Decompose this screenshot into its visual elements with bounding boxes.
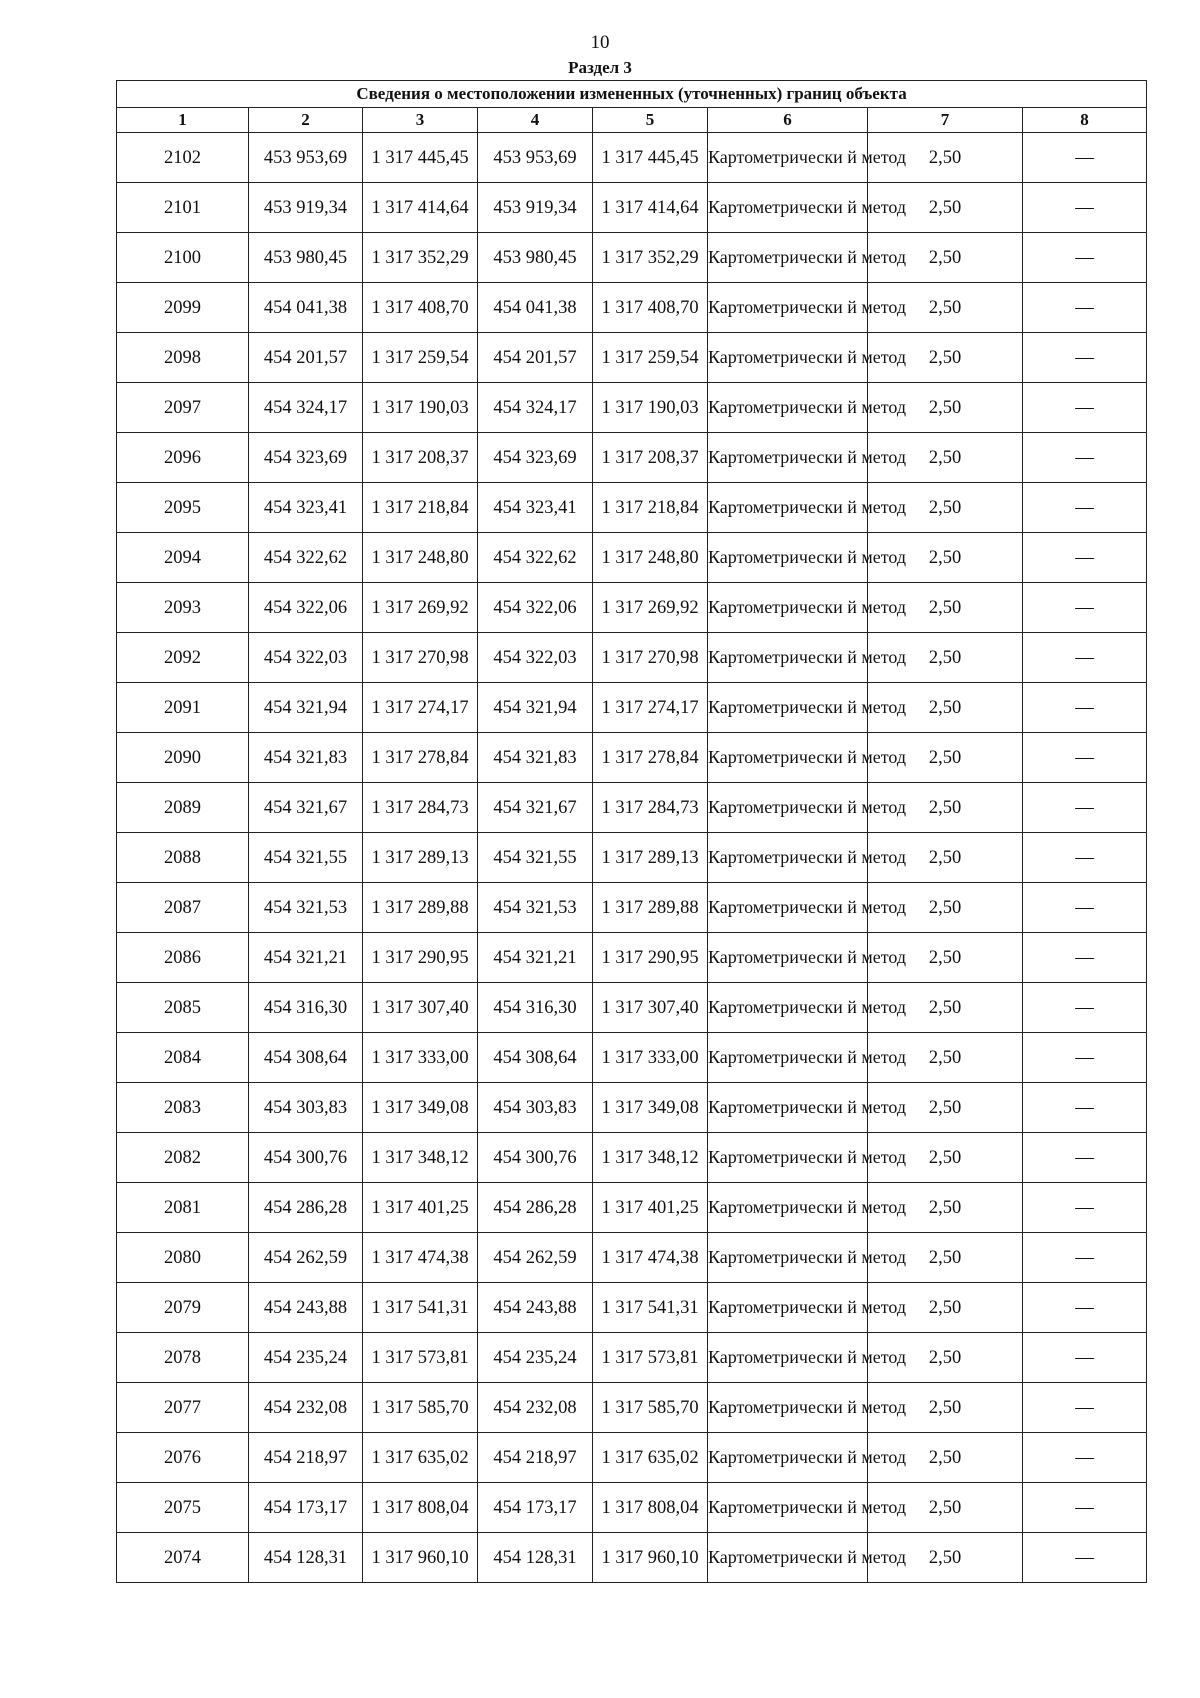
column-header-row [117,108,1147,133]
cell-y-new: 1 317 284,73 [593,783,708,833]
cell-x-existing: 454 235,24 [249,1333,363,1383]
cell-method: Картометрически й метод [708,133,868,183]
cell-y-new: 1 317 573,81 [593,1333,708,1383]
cell-y-existing: 1 317 541,31 [363,1283,478,1333]
cell-description: — [1023,933,1147,983]
table-caption: Сведения о местоположении измененных (уточненных) границ объекта [117,81,1147,108]
cell-accuracy: 2,50 [868,533,1023,583]
cell-y-existing: 1 317 289,13 [363,833,478,883]
cell-x-existing: 454 128,31 [249,1533,363,1583]
cell-y-existing: 1 317 474,38 [363,1233,478,1283]
cell-description: — [1023,633,1147,683]
table-row [117,633,1147,683]
cell-y-new: 1 317 289,88 [593,883,708,933]
cell-point-number: 2091 [117,683,249,733]
cell-accuracy: 2,50 [868,583,1023,633]
cell-description: — [1023,1033,1147,1083]
column-header: 2 [249,108,363,133]
cell-point-number: 2081 [117,1183,249,1233]
cell-x-existing: 454 286,28 [249,1183,363,1233]
cell-method: Картометрически й метод [708,1283,868,1333]
cell-method: Картометрически й метод [708,583,868,633]
cell-method: Картометрически й метод [708,183,868,233]
table-row [117,1133,1147,1183]
cell-x-existing: 454 323,69 [249,433,363,483]
cell-y-existing: 1 317 269,92 [363,583,478,633]
cell-point-number: 2096 [117,433,249,483]
cell-x-new: 454 322,03 [478,633,593,683]
cell-accuracy: 2,50 [868,133,1023,183]
table-row [117,433,1147,483]
cell-point-number: 2087 [117,883,249,933]
table-row [117,533,1147,583]
cell-x-existing: 453 953,69 [249,133,363,183]
cell-accuracy: 2,50 [868,1083,1023,1133]
cell-accuracy: 2,50 [868,633,1023,683]
table-row [117,333,1147,383]
cell-point-number: 2095 [117,483,249,533]
cell-y-new: 1 317 290,95 [593,933,708,983]
cell-x-new: 454 321,67 [478,783,593,833]
table-row [117,733,1147,783]
cell-description: — [1023,883,1147,933]
cell-method: Картометрически й метод [708,483,868,533]
table-row [117,983,1147,1033]
cell-x-existing: 454 322,62 [249,533,363,583]
cell-method: Картометрически й метод [708,433,868,483]
table-row [117,833,1147,883]
cell-method: Картометрически й метод [708,333,868,383]
cell-description: — [1023,283,1147,333]
cell-point-number: 2079 [117,1283,249,1333]
cell-accuracy: 2,50 [868,783,1023,833]
cell-x-new: 454 128,31 [478,1533,593,1583]
cell-description: — [1023,1183,1147,1233]
cell-y-existing: 1 317 348,12 [363,1133,478,1183]
table-row [117,783,1147,833]
cell-y-new: 1 317 269,92 [593,583,708,633]
cell-y-new: 1 317 474,38 [593,1233,708,1283]
cell-x-existing: 454 322,06 [249,583,363,633]
table-row [117,1433,1147,1483]
cell-y-new: 1 317 635,02 [593,1433,708,1483]
cell-x-new: 454 300,76 [478,1133,593,1183]
coordinates-table [116,80,1147,1583]
cell-point-number: 2084 [117,1033,249,1083]
table-row [117,233,1147,283]
cell-x-new: 453 919,34 [478,183,593,233]
cell-x-existing: 454 316,30 [249,983,363,1033]
cell-y-new: 1 317 414,64 [593,183,708,233]
cell-x-existing: 454 303,83 [249,1083,363,1133]
cell-accuracy: 2,50 [868,233,1023,283]
cell-y-existing: 1 317 274,17 [363,683,478,733]
cell-x-existing: 454 300,76 [249,1133,363,1183]
cell-accuracy: 2,50 [868,483,1023,533]
cell-accuracy: 2,50 [868,1533,1023,1583]
cell-x-existing: 454 041,38 [249,283,363,333]
cell-y-existing: 1 317 278,84 [363,733,478,783]
cell-method: Картометрически й метод [708,883,868,933]
cell-method: Картометрически й метод [708,983,868,1033]
column-header: 1 [117,108,249,133]
cell-point-number: 2089 [117,783,249,833]
cell-accuracy: 2,50 [868,1133,1023,1183]
cell-description: — [1023,483,1147,533]
cell-y-new: 1 317 270,98 [593,633,708,683]
cell-description: — [1023,1233,1147,1283]
cell-method: Картометрически й метод [708,1133,868,1183]
cell-accuracy: 2,50 [868,683,1023,733]
table-row [117,1483,1147,1533]
cell-x-new: 454 041,38 [478,283,593,333]
cell-accuracy: 2,50 [868,1283,1023,1333]
cell-y-existing: 1 317 307,40 [363,983,478,1033]
cell-accuracy: 2,50 [868,1383,1023,1433]
cell-point-number: 2101 [117,183,249,233]
cell-accuracy: 2,50 [868,1033,1023,1083]
table-row [117,1383,1147,1433]
cell-x-existing: 454 321,67 [249,783,363,833]
cell-y-existing: 1 317 284,73 [363,783,478,833]
cell-y-existing: 1 317 290,95 [363,933,478,983]
cell-method: Картометрически й метод [708,383,868,433]
cell-y-existing: 1 317 270,98 [363,633,478,683]
cell-point-number: 2088 [117,833,249,883]
cell-y-new: 1 317 445,45 [593,133,708,183]
cell-x-existing: 454 308,64 [249,1033,363,1083]
table-body [117,133,1147,1583]
cell-x-new: 454 235,24 [478,1333,593,1383]
cell-x-existing: 453 980,45 [249,233,363,283]
cell-y-new: 1 317 333,00 [593,1033,708,1083]
cell-point-number: 2092 [117,633,249,683]
cell-method: Картометрически й метод [708,1533,868,1583]
cell-x-new: 454 232,08 [478,1383,593,1433]
cell-accuracy: 2,50 [868,333,1023,383]
cell-x-new: 454 324,17 [478,383,593,433]
cell-y-new: 1 317 352,29 [593,233,708,283]
table-row [117,1233,1147,1283]
cell-accuracy: 2,50 [868,433,1023,483]
cell-point-number: 2094 [117,533,249,583]
cell-method: Картометрически й метод [708,683,868,733]
cell-description: — [1023,1533,1147,1583]
cell-description: — [1023,1133,1147,1183]
cell-x-new: 454 243,88 [478,1283,593,1333]
cell-y-existing: 1 317 573,81 [363,1333,478,1383]
table-row [117,1283,1147,1333]
cell-description: — [1023,783,1147,833]
cell-x-existing: 454 324,17 [249,383,363,433]
cell-description: — [1023,233,1147,283]
cell-method: Картометрически й метод [708,1233,868,1283]
cell-x-existing: 454 243,88 [249,1283,363,1333]
cell-x-new: 454 321,53 [478,883,593,933]
column-header: 7 [868,108,1023,133]
cell-y-new: 1 317 248,80 [593,533,708,583]
cell-y-existing: 1 317 960,10 [363,1533,478,1583]
cell-x-existing: 453 919,34 [249,183,363,233]
cell-accuracy: 2,50 [868,933,1023,983]
cell-description: — [1023,833,1147,883]
cell-accuracy: 2,50 [868,733,1023,783]
cell-point-number: 2078 [117,1333,249,1383]
cell-y-new: 1 317 348,12 [593,1133,708,1183]
column-header: 4 [478,108,593,133]
cell-y-new: 1 317 307,40 [593,983,708,1033]
cell-method: Картометрически й метод [708,1333,868,1383]
cell-description: — [1023,1383,1147,1433]
cell-x-existing: 454 321,55 [249,833,363,883]
cell-y-existing: 1 317 349,08 [363,1083,478,1133]
cell-point-number: 2077 [117,1383,249,1433]
cell-y-new: 1 317 289,13 [593,833,708,883]
cell-x-new: 454 173,17 [478,1483,593,1533]
cell-x-new: 454 286,28 [478,1183,593,1233]
cell-x-new: 454 322,62 [478,533,593,583]
cell-x-existing: 454 322,03 [249,633,363,683]
cell-y-new: 1 317 960,10 [593,1533,708,1583]
cell-accuracy: 2,50 [868,1183,1023,1233]
cell-method: Картометрически й метод [708,783,868,833]
cell-y-existing: 1 317 808,04 [363,1483,478,1533]
cell-y-new: 1 317 274,17 [593,683,708,733]
cell-method: Картометрически й метод [708,233,868,283]
cell-method: Картометрически й метод [708,1433,868,1483]
cell-y-new: 1 317 585,70 [593,1383,708,1433]
cell-y-existing: 1 317 289,88 [363,883,478,933]
cell-x-new: 454 321,55 [478,833,593,883]
cell-y-new: 1 317 218,84 [593,483,708,533]
cell-accuracy: 2,50 [868,383,1023,433]
cell-description: — [1023,1283,1147,1333]
cell-x-existing: 454 321,83 [249,733,363,783]
cell-x-existing: 454 173,17 [249,1483,363,1533]
cell-point-number: 2100 [117,233,249,283]
cell-y-new: 1 317 259,54 [593,333,708,383]
cell-x-existing: 454 262,59 [249,1233,363,1283]
cell-point-number: 2086 [117,933,249,983]
cell-method: Картометрически й метод [708,1383,868,1433]
section-title: Раздел 3 [568,58,632,77]
cell-method: Картометрически й метод [708,633,868,683]
cell-description: — [1023,1083,1147,1133]
cell-y-new: 1 317 401,25 [593,1183,708,1233]
table-row [117,1033,1147,1083]
cell-x-new: 454 321,21 [478,933,593,983]
cell-y-new: 1 317 541,31 [593,1283,708,1333]
cell-point-number: 2093 [117,583,249,633]
cell-y-new: 1 317 808,04 [593,1483,708,1533]
cell-y-existing: 1 317 585,70 [363,1383,478,1433]
cell-y-new: 1 317 408,70 [593,283,708,333]
cell-method: Картометрически й метод [708,933,868,983]
cell-y-existing: 1 317 208,37 [363,433,478,483]
cell-method: Картометрически й метод [708,1083,868,1133]
cell-point-number: 2080 [117,1233,249,1283]
cell-y-existing: 1 317 248,80 [363,533,478,583]
cell-point-number: 2097 [117,383,249,433]
cell-x-existing: 454 323,41 [249,483,363,533]
cell-point-number: 2075 [117,1483,249,1533]
cell-accuracy: 2,50 [868,1333,1023,1383]
cell-x-new: 454 262,59 [478,1233,593,1283]
cell-description: — [1023,533,1147,583]
cell-x-new: 453 980,45 [478,233,593,283]
table-row [117,583,1147,633]
cell-x-new: 454 308,64 [478,1033,593,1083]
cell-y-existing: 1 317 635,02 [363,1433,478,1483]
cell-x-existing: 454 321,21 [249,933,363,983]
cell-x-new: 454 323,41 [478,483,593,533]
cell-x-new: 454 323,69 [478,433,593,483]
cell-y-new: 1 317 278,84 [593,733,708,783]
cell-accuracy: 2,50 [868,883,1023,933]
cell-x-existing: 454 218,97 [249,1433,363,1483]
cell-accuracy: 2,50 [868,183,1023,233]
cell-accuracy: 2,50 [868,1483,1023,1533]
column-header: 6 [708,108,868,133]
cell-description: — [1023,133,1147,183]
cell-method: Картометрически й метод [708,1033,868,1083]
table-row [117,383,1147,433]
table-row [117,1333,1147,1383]
cell-description: — [1023,183,1147,233]
cell-description: — [1023,1483,1147,1533]
cell-y-new: 1 317 349,08 [593,1083,708,1133]
table-row [117,933,1147,983]
cell-y-existing: 1 317 259,54 [363,333,478,383]
table-row [117,483,1147,533]
cell-point-number: 2099 [117,283,249,333]
cell-x-existing: 454 321,94 [249,683,363,733]
cell-y-existing: 1 317 401,25 [363,1183,478,1233]
table-row [117,1083,1147,1133]
column-header: 3 [363,108,478,133]
cell-point-number: 2085 [117,983,249,1033]
cell-accuracy: 2,50 [868,1433,1023,1483]
cell-point-number: 2082 [117,1133,249,1183]
cell-accuracy: 2,50 [868,283,1023,333]
cell-method: Картометрически й метод [708,283,868,333]
cell-x-new: 454 321,83 [478,733,593,783]
cell-point-number: 2074 [117,1533,249,1583]
cell-y-existing: 1 317 352,29 [363,233,478,283]
cell-x-new: 454 218,97 [478,1433,593,1483]
table-row [117,1183,1147,1233]
cell-x-new: 454 321,94 [478,683,593,733]
table-row [117,1533,1147,1583]
cell-x-existing: 454 232,08 [249,1383,363,1433]
cell-description: — [1023,383,1147,433]
cell-y-existing: 1 317 218,84 [363,483,478,533]
cell-accuracy: 2,50 [868,983,1023,1033]
cell-description: — [1023,683,1147,733]
cell-point-number: 2090 [117,733,249,783]
table-row [117,183,1147,233]
cell-y-existing: 1 317 414,64 [363,183,478,233]
cell-description: — [1023,983,1147,1033]
cell-description: — [1023,1333,1147,1383]
table-caption-row [117,81,1147,108]
cell-x-new: 453 953,69 [478,133,593,183]
table-row [117,683,1147,733]
cell-method: Картометрически й метод [708,533,868,583]
cell-x-new: 454 316,30 [478,983,593,1033]
cell-description: — [1023,583,1147,633]
cell-method: Картометрически й метод [708,1183,868,1233]
cell-y-existing: 1 317 190,03 [363,383,478,433]
cell-method: Картометрически й метод [708,1483,868,1533]
cell-accuracy: 2,50 [868,833,1023,883]
cell-x-new: 454 322,06 [478,583,593,633]
column-header: 8 [1023,108,1147,133]
cell-point-number: 2102 [117,133,249,183]
cell-x-existing: 454 321,53 [249,883,363,933]
page-number: 10 [590,32,610,53]
cell-point-number: 2098 [117,333,249,383]
cell-y-existing: 1 317 333,00 [363,1033,478,1083]
cell-y-existing: 1 317 445,45 [363,133,478,183]
cell-method: Картометрически й метод [708,833,868,883]
cell-method: Картометрически й метод [708,733,868,783]
cell-description: — [1023,333,1147,383]
cell-x-new: 454 201,57 [478,333,593,383]
cell-x-existing: 454 201,57 [249,333,363,383]
table-row [117,883,1147,933]
cell-description: — [1023,433,1147,483]
cell-y-new: 1 317 190,03 [593,383,708,433]
cell-point-number: 2076 [117,1433,249,1483]
cell-point-number: 2083 [117,1083,249,1133]
cell-accuracy: 2,50 [868,1233,1023,1283]
cell-description: — [1023,1433,1147,1483]
table-row [117,133,1147,183]
cell-y-existing: 1 317 408,70 [363,283,478,333]
table-row [117,283,1147,333]
cell-x-new: 454 303,83 [478,1083,593,1133]
cell-y-new: 1 317 208,37 [593,433,708,483]
cell-description: — [1023,733,1147,783]
column-header: 5 [593,108,708,133]
